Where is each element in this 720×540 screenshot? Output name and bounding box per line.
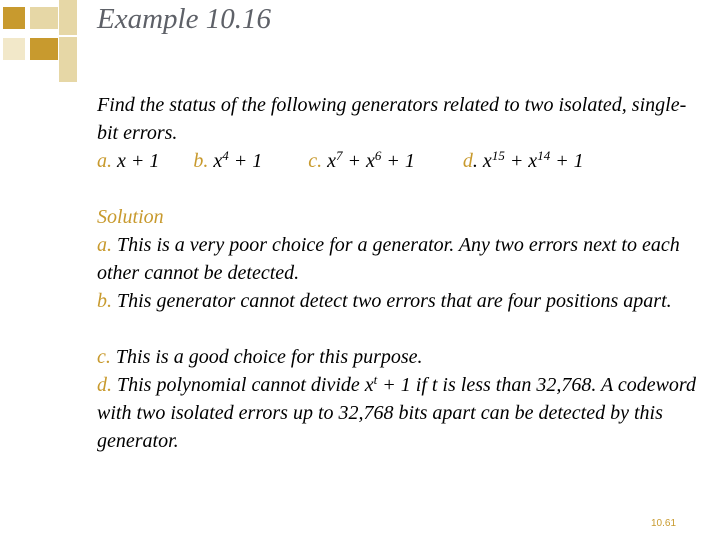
option-d-expr: $x^{15} + x^{14} + 1$ (482, 148, 584, 172)
generator-options: a. x + 1 b. $x^4 + 1$ c. $x^7 + x^6 + 1$ d. $x^{15} + x^{14} + 1$ (97, 148, 584, 172)
solution-d-text-1: This polynomial cannot divide x (117, 374, 374, 396)
solution-b-label: b. (97, 290, 112, 312)
solution-c (97, 343, 697, 371)
page-number: 10.61 (651, 518, 677, 529)
option-c-label: c. (308, 150, 323, 172)
solution-b-text: This generator cannot detect two errors that are four positions apart. (117, 290, 672, 312)
option-a-label: a. (97, 150, 112, 172)
solution-b (97, 287, 697, 315)
solution-a-text: This is a very poor choice for a generator. Any two errors next to each other cannot be detected. (97, 234, 680, 284)
problem-text: Find the status of the following generators related to two isolated, single-bit errors. (97, 94, 687, 144)
solution-a (97, 231, 697, 287)
option-c-expr: $x^7 + x^6 + 1$ (327, 148, 415, 172)
solution-c-text: This is a good choice for this purpose. (115, 346, 423, 368)
option-a-expr: x + 1 (117, 150, 160, 172)
solution-d (97, 371, 697, 455)
solution-d-label: d. (97, 374, 112, 396)
solution-c-label: c. (97, 346, 111, 368)
solution-d-sup: t (373, 372, 378, 387)
slide-title: Example 10.16 (97, 3, 271, 35)
option-b-expr: $x^4 + 1$ (213, 148, 263, 172)
option-d-label: d (462, 150, 473, 172)
solution-d-text-2: + 1 if t is less than 32,768. A codeword with two isolated errors up to 32,768 bits apart can be detected by this generator. (97, 374, 696, 452)
corner-decoration (0, 0, 90, 90)
solution-a-label: a. (97, 234, 112, 256)
option-b-label: b. (193, 150, 209, 172)
solution-heading: Solution (97, 206, 164, 228)
